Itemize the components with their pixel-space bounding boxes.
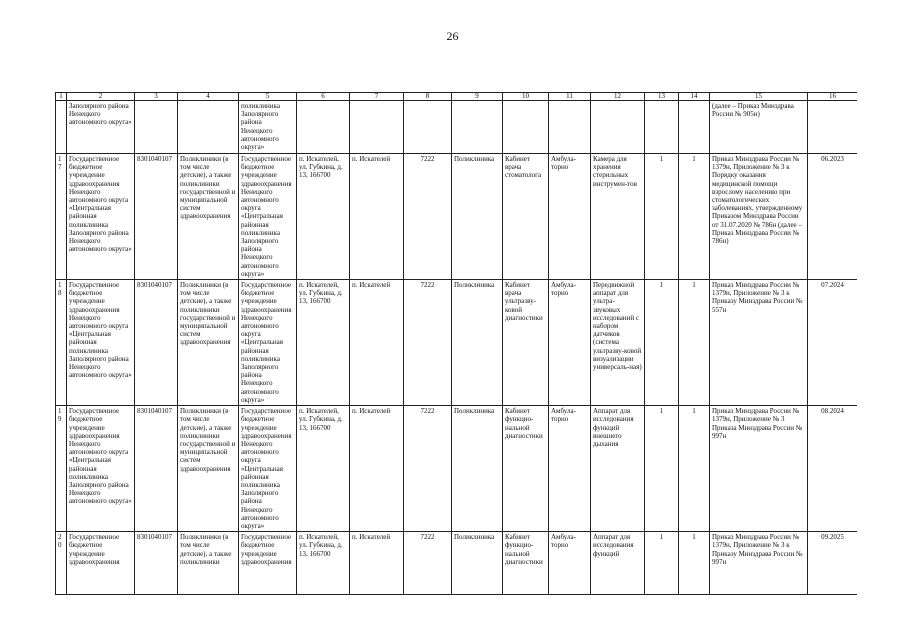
cell [549, 101, 591, 154]
cell-type: Поликлиники (в том числе детские), а также поликлиники государственной и муниципальной систем здравоохранения [178, 280, 239, 406]
cell-kind: Поликлиника [452, 154, 503, 280]
table-row [56, 406, 858, 532]
cell [645, 101, 679, 154]
cell-unit: Государственное бюджетное учреждение здравоохранения Ненецкого автономного округа «Центральная районная поликлиника Заполярного района Ненецкого автономного округа» [239, 154, 297, 280]
column-header-row [56, 93, 858, 101]
cell-basis: Приказ Минздрава России № 1379н, Приложение № 3 к Приказу Минздрава России № 557н [710, 280, 808, 406]
cell-locality: п. Искателей [350, 280, 404, 406]
column-header: 14 [679, 93, 710, 101]
cell-equipment: Аппарат для исследования функций [591, 532, 645, 595]
cell-qty: 1 [679, 406, 710, 532]
cell-address: п. Искателей, ул. Губкина, д. 13, 166700 [297, 154, 350, 280]
cell-qty: 1 [679, 280, 710, 406]
cell-basis: Приказ Минздрава России № 1379н, Приложение № 3 Приказа Минздрава России № 997н [710, 406, 808, 532]
cell-kind: Поликлиника [452, 406, 503, 532]
cell-organization: Государственное бюджетное учреждение здравоохранения Ненецкого автономного округа «Центральная районная поликлиника Заполярного района Ненецкого автономного округа» [67, 280, 135, 406]
cell-qty: 1 [645, 406, 679, 532]
cell-date: 09.2025 [808, 532, 858, 595]
cell-type: Поликлиники (в том числе детские), а также поликлиники государственной и муниципальной систем здравоохранения [178, 406, 239, 532]
cell-number: 20 [56, 532, 67, 595]
cell-code: 8301040107 [135, 280, 178, 406]
cell-qty: 1 [679, 154, 710, 280]
cell-kind: Поликлиника [452, 280, 503, 406]
cell-care: Амбула-торно [549, 532, 591, 595]
cell-code: 8301040107 [135, 532, 178, 595]
column-header: 3 [135, 93, 178, 101]
cell-unit: поликлиника Заполярного района Ненецкого автономного округа» [239, 101, 297, 154]
cell-qty: 1 [645, 532, 679, 595]
cell-okato: 7222 [404, 154, 452, 280]
cell-address: п. Искателей, ул. Губкина, д. 13, 166700 [297, 406, 350, 532]
column-header: 12 [591, 93, 645, 101]
table-row [56, 532, 858, 595]
table-row [56, 154, 858, 280]
column-header: 11 [549, 93, 591, 101]
cell-date: 07.2024 [808, 280, 858, 406]
cell [56, 101, 67, 154]
cell-care: Амбула-торно [549, 280, 591, 406]
cell-unit: Государственное бюджетное учреждение здравоохранения Ненецкого автономного округа «Центральная районная поликлиника Заполярного района Ненецкого автономного округа» [239, 406, 297, 532]
column-header: 7 [350, 93, 404, 101]
cell-unit: Государственное бюджетное учреждение здравоохранения Ненецкого автономного округа «Центральная районная поликлиника Заполярного района Ненецкого автономного округа» [239, 280, 297, 406]
cell-organization: Заполярного района Ненецкого автономного округа» [67, 101, 135, 154]
cell-qty: 1 [645, 154, 679, 280]
cell-care: Амбула-торно [549, 154, 591, 280]
table-row [56, 280, 858, 406]
cell-equipment: Камера для хранения стерильных инструмен-тов [591, 154, 645, 280]
cell-number: 17 [56, 154, 67, 280]
cell [591, 101, 645, 154]
column-header: 6 [297, 93, 350, 101]
column-header: 10 [503, 93, 549, 101]
cell-cabinet: Кабинет врача стоматолога [503, 154, 549, 280]
column-header: 9 [452, 93, 503, 101]
cell-cabinet: Кабинет функцио-нальной диагностики [503, 532, 549, 595]
cell-care: Амбула-торно [549, 406, 591, 532]
page-number: 26 [446, 29, 459, 43]
cell-locality: п. Искателей [350, 154, 404, 280]
column-header: 2 [67, 93, 135, 101]
cell-basis: Приказ Минздрава России № 1379н, Приложение № 3 к Порядку оказания медицинской помощи взрослому населению при стоматологических заболеваниях, утвержденному Приказом Минздрава России от 31.07.2020 № 786н (далее – Приказ Минздрава России № 786н) [710, 154, 808, 280]
cell-okato: 7222 [404, 532, 452, 595]
cell-date: 08.2024 [808, 406, 858, 532]
cell-type: Поликлиники (в том числе детские), а также поликлиники государственной и муниципальной систем здравоохранения [178, 154, 239, 280]
column-header: 4 [178, 93, 239, 101]
cell [452, 101, 503, 154]
cell-okato: 7222 [404, 406, 452, 532]
column-header: 1 [56, 93, 67, 101]
cell-cabinet: Кабинет врача ультразву-ковой диагностики [503, 280, 549, 406]
cell-cabinet: Кабинет функцио-нальной диагностики [503, 406, 549, 532]
cell-address: п. Искателей, ул. Губкина, д. 13, 166700 [297, 280, 350, 406]
cell-organization: Государственное бюджетное учреждение здравоохранения [67, 532, 135, 595]
column-header: 15 [710, 93, 808, 101]
equipment-table [55, 92, 857, 595]
cell-basis: Приказ Минздрава России № 1379н, Приложение № 3 к Приказу Минздрава России № 997н [710, 532, 808, 595]
cell [404, 101, 452, 154]
cell-qty: 1 [645, 280, 679, 406]
cell-locality: п. Искателей [350, 532, 404, 595]
cell-equipment: Аппарат для исследования функций внешнего дыхания [591, 406, 645, 532]
cell-kind: Поликлиника [452, 532, 503, 595]
cell-date: 06.2023 [808, 154, 858, 280]
continuation-row [56, 101, 858, 154]
cell-code: 8301040107 [135, 154, 178, 280]
cell-type: Поликлиники (в том числе детские), а также поликлиники [178, 532, 239, 595]
column-header: 8 [404, 93, 452, 101]
cell [503, 101, 549, 154]
cell-unit: Государственное бюджетное учреждение здравоохранения [239, 532, 297, 595]
cell-locality: п. Искателей [350, 406, 404, 532]
cell-code: 8301040107 [135, 406, 178, 532]
cell-basis: (далее – Приказ Минздрава России № 905н) [710, 101, 808, 154]
cell-number: 18 [56, 280, 67, 406]
cell [135, 101, 178, 154]
cell-address: п. Искателей, ул. Губкина, д. 13, 166700 [297, 532, 350, 595]
column-header: 5 [239, 93, 297, 101]
cell [297, 101, 350, 154]
cell-number: 19 [56, 406, 67, 532]
cell [679, 101, 710, 154]
cell-okato: 7222 [404, 280, 452, 406]
cell-qty: 1 [679, 532, 710, 595]
column-header: 13 [645, 93, 679, 101]
cell [178, 101, 239, 154]
cell [350, 101, 404, 154]
column-header: 16 [808, 93, 858, 101]
cell-organization: Государственное бюджетное учреждение здравоохранения Ненецкого автономного округа «Центральная районная поликлиника Заполярного района Ненецкого автономного округа» [67, 406, 135, 532]
equipment-table-container [55, 92, 857, 640]
cell-equipment: Передвижной аппарат для ультра-звуковых исследований с набором датчиков (система ультразву-ковой визуализации универсаль-ная) [591, 280, 645, 406]
cell-organization: Государственное бюджетное учреждение здравоохранения Ненецкого автономного округа «Центральная районная поликлиника Заполярного района Ненецкого автономного округа» [67, 154, 135, 280]
cell [808, 101, 858, 154]
